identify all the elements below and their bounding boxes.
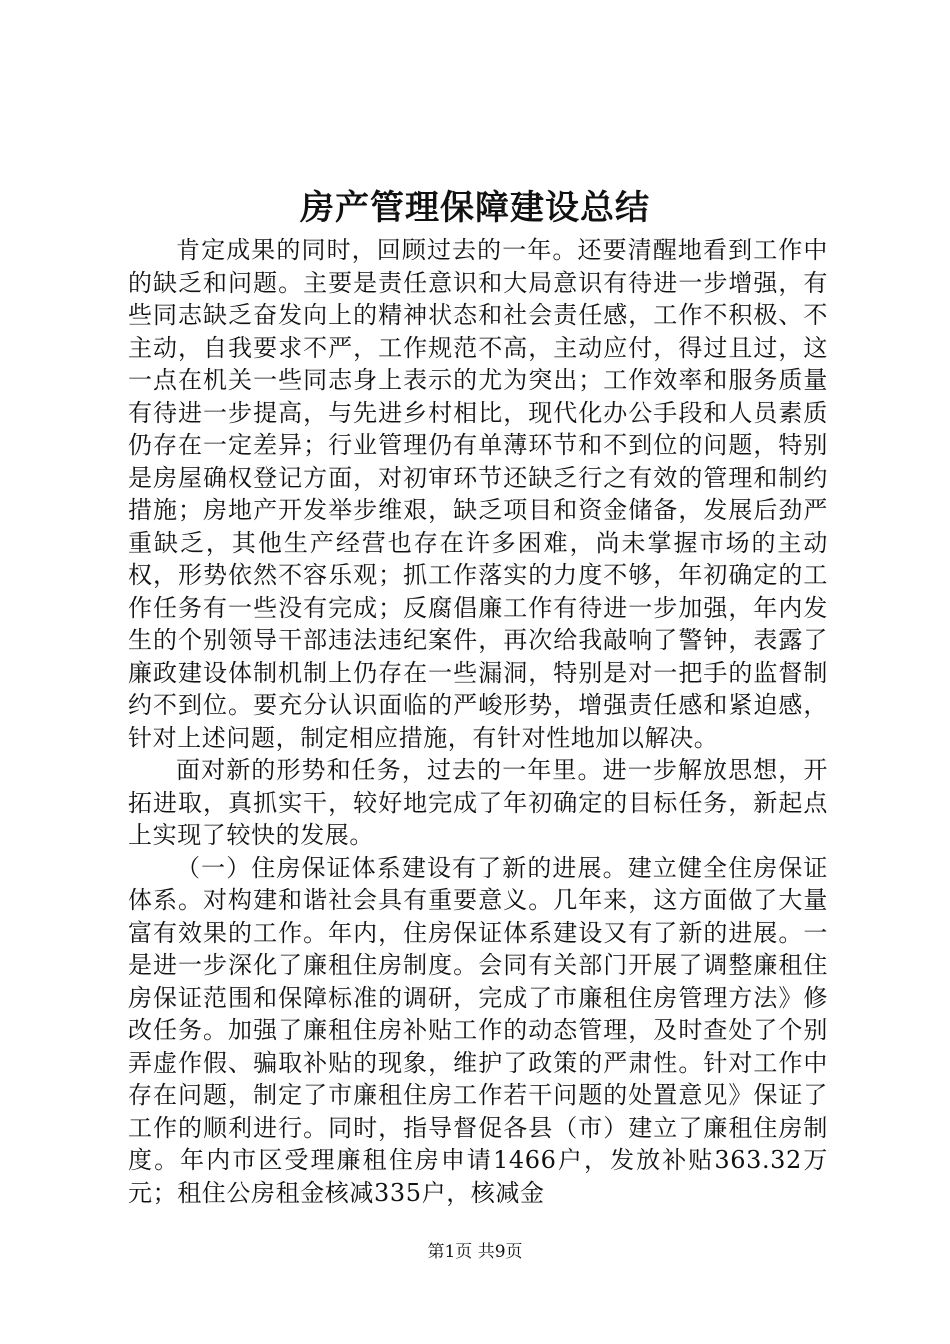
page-footer: 第1页 共9页: [427, 1242, 523, 1262]
paragraph-housing-guarantee: （一）住房保证体系建设有了新的进展。建立健全住房保证体系。对构建和谐社会具有重要意义。几年来，这方面做了大量富有效果的工作。年内，住房保证体系建设又有了新的进展。一是进一步深化了廉租住房制度。会同有关部门开展了调整廉租住房保证范围和保障标准的调研，完成了市廉租住房管理方法》修改任务。加强了廉租住房补贴工作的动态管理，及时查处了个别弄虚作假、骗取补贴的现象，维护了政策的严肃性。针对工作中存在问题，制定了市廉租住房工作若干问题的处置意见》保证了工作的顺利进行。同时，指导督促各县（市）建立了廉租住房制度。年内市区受理廉租住房申请1466户，发放补贴363.32万元；租住公房租金核减335户，核减金: [128, 853, 828, 1207]
paragraph-problems: 肯定成果的同时，回顾过去的一年。还要清醒地看到工作中的缺乏和问题。主要是责任意识和大局意识有待进一步增强，有些同志缺乏奋发向上的精神状态和社会责任感，工作不积极、不主动，自我要求不严，工作规范不高，主动应付，得过且过，这一点在机关一些同志身上表示的尤为突出；工作效率和服务质量有待进一步提高，与先进乡村相比，现代化办公手段和人员素质仍存在一定差异；行业管理仍有单薄环节和不到位的问题，特别是房屋确权登记方面，对初审环节还缺乏行之有效的管理和制约措施；房地产开发举步维艰，缺乏项目和资金储备，发展后劲严重缺乏，其他生产经营也存在许多困难，尚未掌握市场的主动权，形势依然不容乐观；抓工作落实的力度不够，年初确定的工作任务有一些没有完成；反腐倡廉工作有待进一步加强，年内发生的个别领导干部违法违纪案件，再次给我敲响了警钟，表露了廉政建设体制机制上仍存在一些漏洞，特别是对一把手的监督制约不到位。要充分认识面临的严峻形势，增强责任感和紧迫感，针对上述问题，制定相应措施，有针对性地加以解决。: [128, 236, 828, 752]
document-title: 房产管理保障建设总结: [300, 188, 650, 228]
paragraph-new-situation: 面对新的形势和任务，过去的一年里。进一步解放思想，开拓进取，真抓实干，较好地完成了年初确定的目标任务，新起点上实现了较快的发展。: [128, 756, 828, 849]
document-body: [128, 234, 828, 1209]
